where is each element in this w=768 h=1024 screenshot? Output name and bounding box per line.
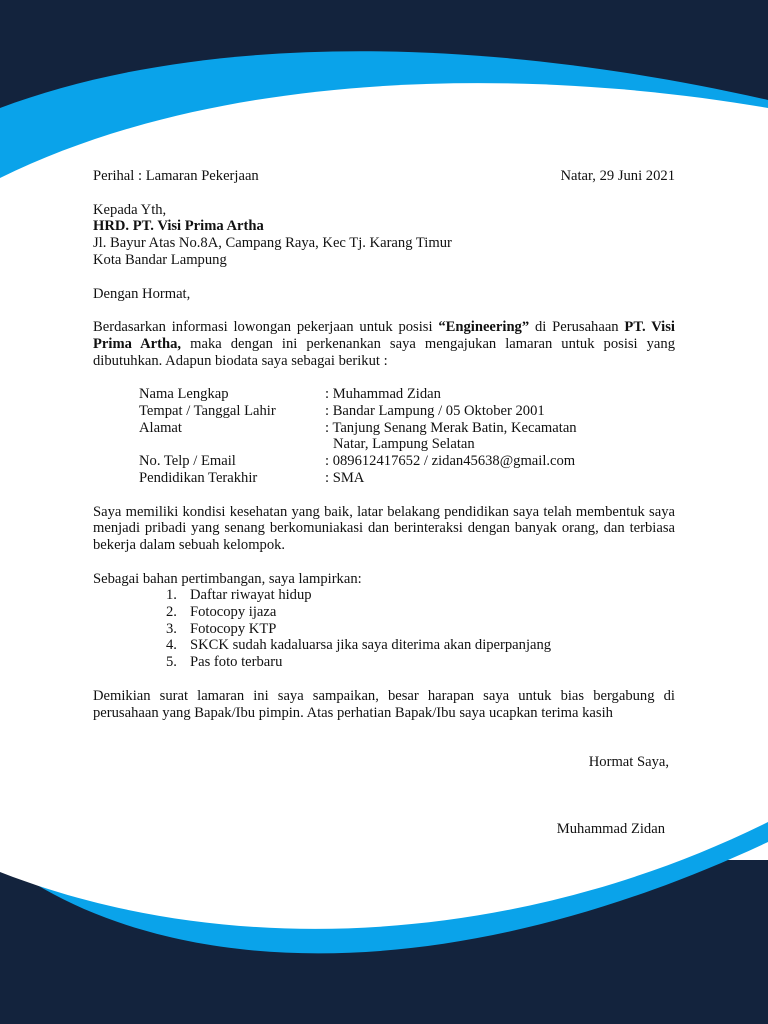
biodata-row-birth: Tempat / Tanggal Lahir : Bandar Lampung / 05 Oktober 2001 (139, 403, 545, 420)
closing-greeting: Hormat Saya, (588, 754, 669, 771)
attachments-list (166, 587, 675, 671)
biodata-row-address: Alamat : Tanjung Senang Merak Batin, Kecamatan Natar, Lampung Selatan (139, 419, 577, 453)
attachments-intro: Sebagai bahan pertimbangan, saya lampirkan: (93, 570, 362, 587)
recipient-block (93, 202, 675, 269)
list-item: 3. Fotocopy KTP (166, 620, 277, 637)
position-name: “Engineering” (438, 319, 530, 336)
intro-paragraph: Berdasarkan informasi lowongan pekerjaan untuk posisi “Engineering” di Perusahaan PT. Visi Prima Artha, maka dengan ini perkenankan saya mengajukan lamaran untuk posisi yang dibutuhkan. Adapun biodata saya sebagai berikut : (93, 319, 676, 369)
subject-line: Perihal : Lamaran Pekerjaan (93, 168, 259, 184)
recipient-address-line1: Jl. Bayur Atas No.8A, Campang Raya, Kec Tj. Karang Timur (93, 235, 452, 252)
company-name: PT. Visi Prima Artha, (93, 319, 675, 352)
closing-paragraph: Demikian surat lamaran ini saya sampaikan, besar harapan saya untuk bias bergabung di perusahaan yang Bapak/Ibu pimpin. Atas perhatian Bapak/Ibu saya ucapkan terima kasih (93, 687, 675, 721)
recipient-name: HRD. PT. Visi Prima Artha (93, 218, 264, 235)
recipient-address-line2: Kota Bandar Lampung (93, 251, 227, 268)
salutation: Dengan Hormat, (93, 285, 191, 302)
list-item: 4. SKCK sudah kadaluarsa jika saya diterima akan diperpanjang (166, 637, 552, 654)
biodata-table (139, 386, 675, 486)
biodata-row-name: Nama Lengkap : Muhammad Zidan (139, 386, 441, 403)
list-item: 2. Fotocopy ijaza (166, 604, 277, 621)
biodata-row-education: Pendidikan Terakhir : SMA (139, 469, 365, 486)
letter-header-row (93, 168, 675, 185)
signer-name: Muhammad Zidan (556, 820, 665, 837)
recipient-greeting: Kepada Yth, (93, 201, 167, 218)
biodata-row-contact: No. Telp / Email : 089612417652 / zidan45638@gmail.com (139, 453, 576, 470)
qualifications-paragraph: Saya memiliki kondisi kesehatan yang baik, latar belakang pendidikan saya telah membentuk saya menjadi pribadi yang senang berkomuniakasi dan berinteraksi dengan banyak orang, dan terbiasa bekerja dalam sebuah kelompok. (93, 503, 675, 553)
list-item: 5. Pas foto terbaru (166, 654, 283, 671)
date-place: Natar, 29 Juni 2021 (560, 168, 675, 184)
list-item: 1. Daftar riwayat hidup (166, 587, 312, 604)
letter-body (93, 168, 675, 838)
